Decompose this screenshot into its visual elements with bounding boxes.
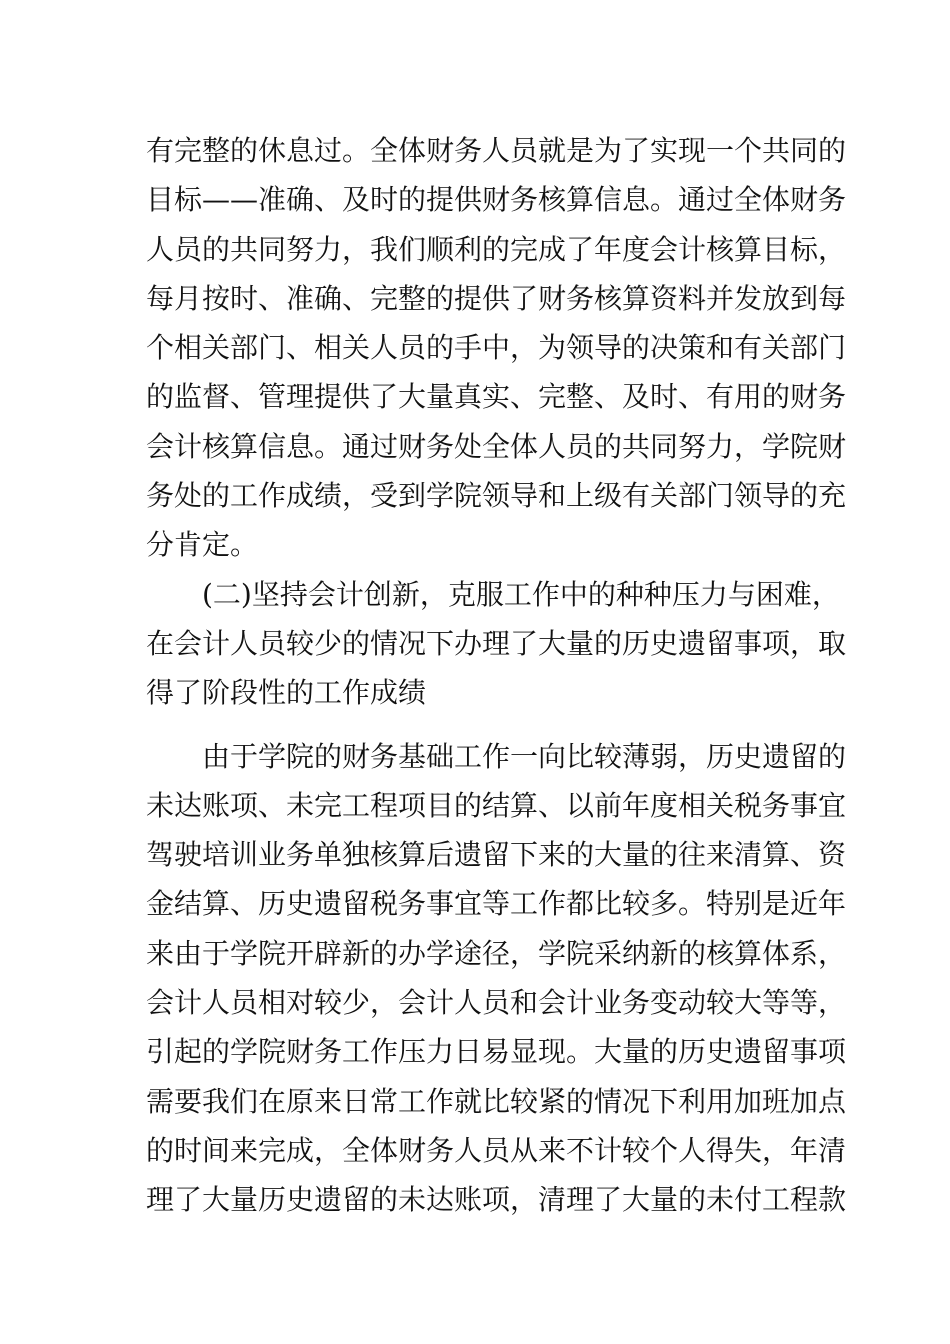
paragraph-gap <box>146 718 808 732</box>
text-line: 金结算、历史遗留税务事宜等工作都比较多。特别是近年 <box>146 887 847 921</box>
text-line: 会计人员相对较少，会计人员和会计业务变动较大等等， <box>146 986 847 1020</box>
text-line: 的监督、管理提供了大量真实、完整、及时、有用的财务 <box>146 380 847 414</box>
text-line: 务处的工作成绩，受到学院领导和上级有关部门领导的充 <box>146 479 847 513</box>
document-body <box>146 126 847 1225</box>
paragraph-3 <box>146 732 847 1225</box>
text-line: 未达账项、未完工程项目的结算、以前年度相关税务事宜 <box>146 788 847 822</box>
text-line: 分肯定。 <box>146 528 259 562</box>
text-line: 引起的学院财务工作压力日易显现。大量的历史遗留事项 <box>146 1035 847 1069</box>
text-line: 理了大量历史遗留的未达账项，清理了大量的未付工程款 <box>146 1183 847 1217</box>
text-line: 的时间来完成，全体财务人员从来不计较个人得失，年清 <box>146 1133 847 1167</box>
paragraph-2 <box>146 570 847 718</box>
text-line: 由于学院的财务基础工作一向比较薄弱，历史遗留的 <box>202 739 847 773</box>
text-line: 人员的共同努力，我们顺利的完成了年度会计核算目标， <box>146 232 847 266</box>
text-line: 目标——准确、及时的提供财务核算信息。通过全体财务 <box>146 183 847 217</box>
section-heading-line: (二)坚持会计创新，克服工作中的种种压力与困难， <box>202 577 840 611</box>
text-line: 会计核算信息。通过财务处全体人员的共同努力，学院财 <box>146 429 847 463</box>
section-heading-line: 得了阶段性的工作成绩 <box>146 676 427 710</box>
text-line: 需要我们在原来日常工作就比较紧的情况下利用加班加点 <box>146 1084 847 1118</box>
text-line: 驾驶培训业务单独核算后遗留下来的大量的往来清算、资 <box>146 838 847 872</box>
text-line: 个相关部门、相关人员的手中，为领导的决策和有关部门 <box>146 331 847 365</box>
paragraph-1 <box>146 126 847 570</box>
text-line: 来由于学院开辟新的办学途径，学院采纳新的核算体系， <box>146 936 847 970</box>
text-line: 有完整的休息过。全体财务人员就是为了实现一个共同的 <box>146 134 847 167</box>
text-line: 每月按时、准确、完整的提供了财务核算资料并发放到每 <box>146 281 847 315</box>
section-heading-line: 在会计人员较少的情况下办理了大量的历史遗留事项，取 <box>146 626 847 660</box>
